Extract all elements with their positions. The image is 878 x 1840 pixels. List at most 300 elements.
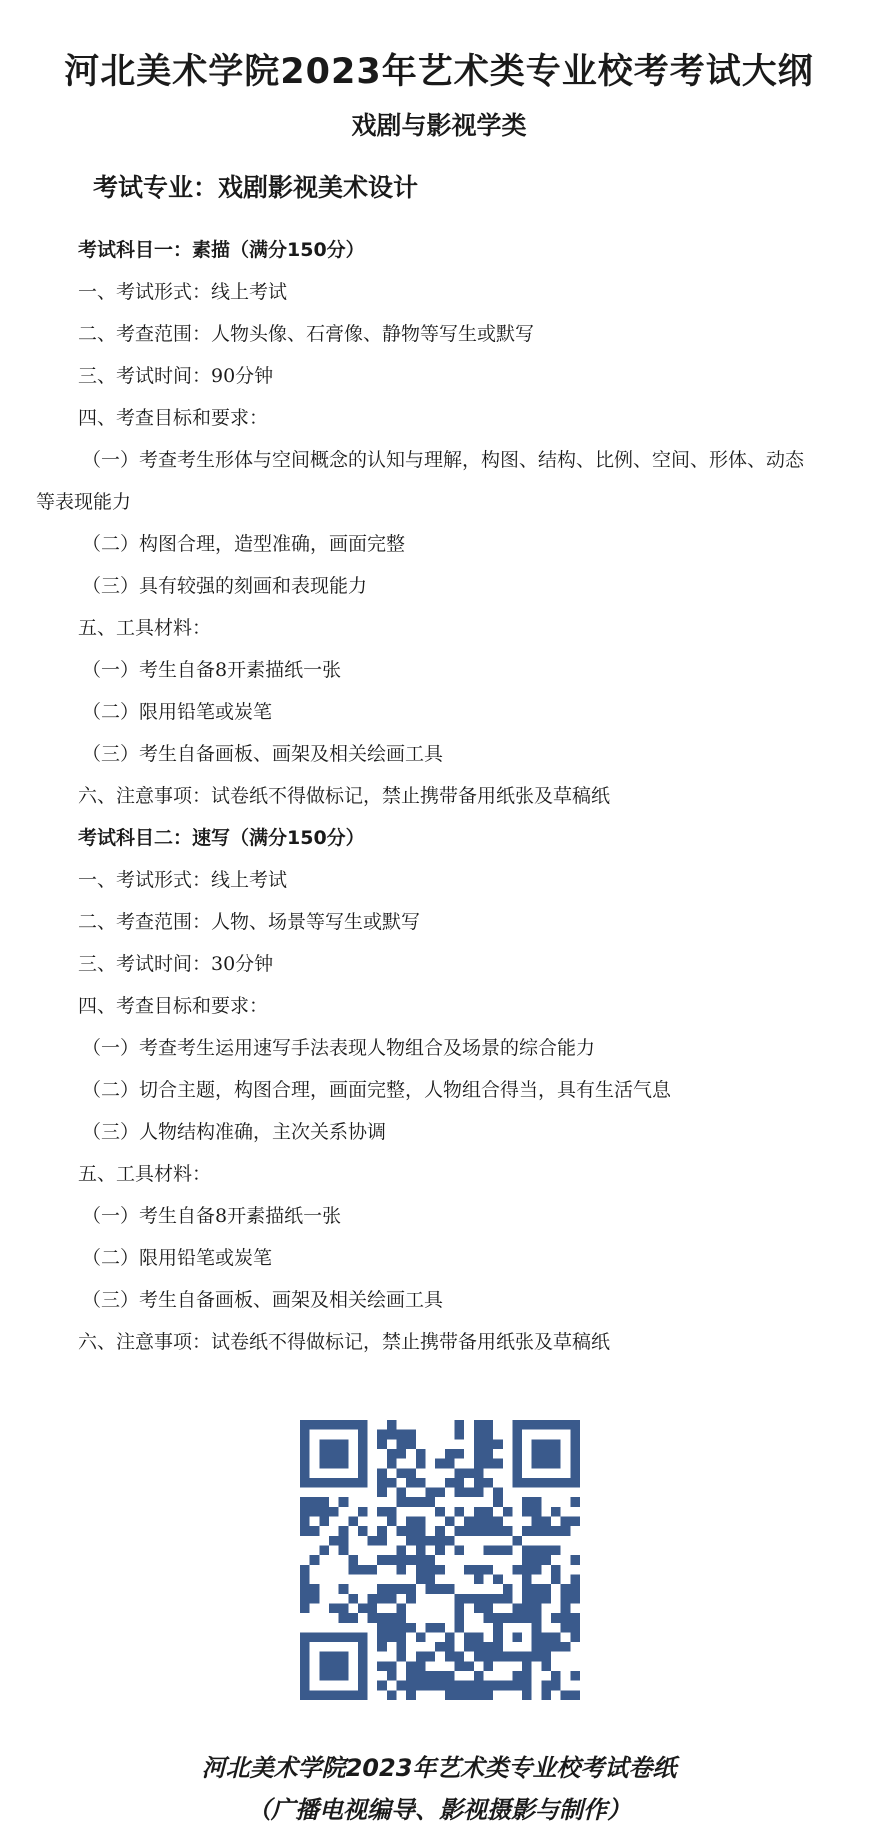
qr-module [397,1681,407,1691]
qr-module [522,1661,532,1671]
qr-module [454,1420,464,1430]
qr-module [522,1690,532,1700]
qr-module [416,1671,426,1681]
qr-module [454,1623,464,1633]
qr-module [570,1613,580,1623]
qr-module [464,1690,474,1700]
qr-module [319,1517,329,1527]
qr-module [483,1594,493,1604]
qr-module [454,1478,464,1488]
qr-module [493,1594,503,1604]
qr-module [445,1536,455,1546]
qr-module [570,1594,580,1604]
qr-module [474,1671,484,1681]
qr-module [368,1565,378,1575]
qr-module [445,1459,455,1469]
qr-module [426,1681,436,1691]
qr-module [377,1468,387,1478]
qr-module [454,1652,464,1662]
qr-module [348,1555,358,1565]
section-heading-sketch: 考试科目一：素描（满分150分） [78,239,365,261]
qr-module [348,1517,358,1527]
qr-module [454,1488,464,1498]
list-item: 六、注意事项：试卷纸不得做标记，禁止携带备用纸张及草稿纸 [78,1331,611,1353]
qr-module [426,1565,436,1575]
qr-module [561,1642,571,1652]
qr-module [397,1468,407,1478]
qr-module [474,1468,484,1478]
qr-module [532,1507,542,1517]
qr-module [416,1555,426,1565]
qr-module [464,1681,474,1691]
qr-module [310,1594,320,1604]
qr-module [377,1623,387,1633]
qr-module [377,1681,387,1691]
qr-module [483,1546,493,1556]
qr-module [541,1555,551,1565]
list-item: （二）切合主题，构图合理，画面完整，人物组合得当，具有生活气息 [82,1079,672,1101]
qr-module [310,1526,320,1536]
qr-module [483,1526,493,1536]
qr-module [445,1690,455,1700]
list-item: 二、考查范围：人物、场景等写生或默写 [78,911,421,933]
qr-module [474,1488,484,1498]
qr-module [551,1632,561,1642]
qr-module [426,1652,436,1662]
qr-module [406,1478,416,1488]
qr-module [329,1507,339,1517]
qr-module [435,1623,445,1633]
qr-module [474,1603,484,1613]
list-item: 六、注意事项：试卷纸不得做标记，禁止携带备用纸张及草稿纸 [78,785,611,807]
qr-module [387,1507,397,1517]
qr-module [339,1497,349,1507]
qr-module [503,1594,513,1604]
qr-module [377,1430,387,1440]
qr-module [368,1613,378,1623]
qr-module [532,1594,542,1604]
qr-module [512,1603,522,1613]
qr-module [300,1584,310,1594]
qr-module [377,1478,387,1488]
list-item: （一）考生自备8开素描纸一张 [82,659,342,681]
qr-module [426,1574,436,1584]
qr-module [445,1478,455,1488]
qr-module [493,1681,503,1691]
qr-module [483,1439,493,1449]
qr-module [397,1439,407,1449]
list-item: 二、考查范围：人物头像、石膏像、静物等写生或默写 [78,323,535,345]
qr-module [310,1555,320,1565]
qr-module [512,1536,522,1546]
qr-module [570,1690,580,1700]
list-item: （二）限用铅笔或炭笔 [82,701,273,723]
qr-module [397,1430,407,1440]
qr-module [483,1681,493,1691]
qr-module [532,1497,542,1507]
qr-module [541,1584,551,1594]
qr-module [406,1468,416,1478]
qr-module [310,1584,320,1594]
qr-module [397,1449,407,1459]
qr-module [570,1584,580,1594]
list-item: （一）考生自备8开素描纸一张 [82,1205,342,1227]
qr-module [541,1690,551,1700]
qr-module [493,1546,503,1556]
qr-module [541,1594,551,1604]
qr-module [387,1478,397,1488]
qr-module [368,1594,378,1604]
qr-module [464,1517,474,1527]
qr-module [474,1632,484,1642]
footer-line-1: 河北美术学院2023年艺术类专业校考试卷纸 [201,1754,677,1782]
qr-module [445,1449,455,1459]
qr-module [435,1459,445,1469]
qr-module [377,1526,387,1536]
qr-module [493,1517,503,1527]
qr-module [532,1565,542,1575]
qr-module [426,1497,436,1507]
qr-module [454,1449,464,1459]
qr-module [541,1681,551,1691]
qr-module [561,1603,571,1613]
qr-module [300,1526,310,1536]
qr-module [377,1536,387,1546]
list-item: 四、考查目标和要求： [78,407,269,429]
qr-module [551,1613,561,1623]
qr-module [416,1449,426,1459]
qr-module [522,1671,532,1681]
qr-code-graphic [300,1420,580,1700]
qr-module [319,1507,329,1517]
qr-module [406,1430,416,1440]
qr-module [387,1449,397,1459]
qr-module [483,1478,493,1488]
qr-module [483,1449,493,1459]
qr-module [387,1690,397,1700]
qr-module [474,1594,484,1604]
qr-module [377,1555,387,1565]
qr-module [397,1603,407,1613]
qr-module [300,1497,310,1507]
qr-module [551,1507,561,1517]
qr-module [406,1536,416,1546]
qr-module [406,1526,416,1536]
qr-module [445,1671,455,1681]
qr-module [445,1632,455,1642]
qr-module [406,1681,416,1691]
qr-module [561,1594,571,1604]
qr-module [397,1632,407,1642]
qr-module [416,1681,426,1691]
list-item: 一、考试形式：线上考试 [78,281,288,303]
qr-module [416,1459,426,1469]
qr-module [570,1497,580,1507]
qr-module [512,1565,522,1575]
qr-module [426,1623,436,1633]
qr-module [435,1565,445,1575]
qr-module [435,1671,445,1681]
qr-module [493,1439,503,1449]
qr-module [387,1517,397,1527]
qr-module [397,1526,407,1536]
qr-module [483,1420,493,1430]
qr-module [348,1565,358,1575]
qr-module [387,1594,397,1604]
qr-module [483,1613,493,1623]
qr-module [464,1661,474,1671]
qr-module [300,1594,310,1604]
qr-module [339,1526,349,1536]
qr-module [406,1690,416,1700]
qr-module [464,1468,474,1478]
qr-module [377,1488,387,1498]
qr-module [426,1555,436,1565]
qr-module [358,1603,368,1613]
qr-module [397,1623,407,1633]
qr-module [493,1497,503,1507]
qr-module [406,1584,416,1594]
qr-module [483,1690,493,1700]
qr-module [503,1584,513,1594]
qr-module [435,1536,445,1546]
qr-module [339,1613,349,1623]
qr-module [474,1681,484,1691]
qr-module [397,1565,407,1575]
qr-module [454,1661,464,1671]
qr-module [397,1584,407,1594]
qr-module [522,1594,532,1604]
qr-module [406,1661,416,1671]
qr-module [561,1690,571,1700]
qr-module [532,1555,542,1565]
qr-module [551,1574,561,1584]
qr-module [377,1507,387,1517]
qr-module [358,1526,368,1536]
qr-module [454,1546,464,1556]
qr-module [397,1497,407,1507]
qr-module [474,1565,484,1575]
qr-module [387,1420,397,1430]
qr-finder-center [319,1439,348,1468]
qr-module [445,1652,455,1662]
qr-module [387,1661,397,1671]
qr-module [329,1536,339,1546]
qr-module [541,1517,551,1527]
qr-module [464,1488,474,1498]
qr-module [397,1555,407,1565]
qr-module [300,1517,310,1527]
qr-module [445,1584,455,1594]
qr-module [416,1497,426,1507]
qr-module [426,1536,436,1546]
qr-module [541,1632,551,1642]
qr-module [406,1517,416,1527]
qr-module [561,1526,571,1536]
list-item: （一）考查考生形体与空间概念的认知与理解，构图、结构、比例、空间、形体、动态 [82,449,805,471]
qr-module [406,1497,416,1507]
qr-module [368,1536,378,1546]
qr-module [503,1507,513,1517]
qr-module [387,1584,397,1594]
qr-module [493,1526,503,1536]
qr-module [561,1613,571,1623]
qr-module [512,1681,522,1691]
qr-module [483,1517,493,1527]
qr-module [426,1671,436,1681]
qr-module [483,1652,493,1662]
list-item: 四、考查目标和要求： [78,995,269,1017]
qr-module [319,1546,329,1556]
qr-module [483,1661,493,1671]
qr-module [541,1652,551,1662]
qr-module [358,1565,368,1575]
qr-module [435,1642,445,1652]
qr-module [387,1671,397,1681]
qr-module [522,1584,532,1594]
qr-module [541,1642,551,1652]
qr-module [503,1526,513,1536]
qr-module [416,1574,426,1584]
qr-module [464,1565,474,1575]
qr-module [397,1613,407,1623]
qr-module [377,1661,387,1671]
qr-module [561,1623,571,1633]
qr-module [570,1555,580,1565]
qr-module [368,1603,378,1613]
qr-module [377,1613,387,1623]
qr-module [329,1603,339,1613]
qr-module [358,1507,368,1517]
qr-module [416,1546,426,1556]
qr-module [339,1546,349,1556]
qr-module [445,1681,455,1691]
list-item-continuation: 等表现能力 [36,491,132,513]
qr-module [522,1497,532,1507]
qr-module [387,1459,397,1469]
qr-module [474,1690,484,1700]
qr-module [522,1574,532,1584]
list-item: 三、考试时间：30分钟 [78,953,274,975]
qr-module [454,1690,464,1700]
qr-module [416,1517,426,1527]
qr-module [387,1430,397,1440]
qr-module [561,1584,571,1594]
qr-module [348,1613,358,1623]
qr-module [416,1526,426,1536]
qr-module [532,1546,542,1556]
document-title: 河北美术学院2023年艺术类专业校考考试大纲 [64,52,814,92]
qr-module [406,1671,416,1681]
qr-module [532,1526,542,1536]
qr-module [522,1681,532,1691]
qr-module [464,1632,474,1642]
qr-module [435,1681,445,1691]
qr-module [464,1594,474,1604]
qr-module [541,1546,551,1556]
qr-module [522,1555,532,1565]
qr-finder-center [319,1652,348,1681]
qr-module [474,1459,484,1469]
qr-module [300,1507,310,1517]
qr-module [426,1488,436,1498]
qr-module [445,1642,455,1652]
qr-module [454,1468,464,1478]
qr-module [339,1536,349,1546]
qr-module [454,1594,464,1604]
qr-align-center [512,1632,522,1642]
qr-module [445,1517,455,1527]
qr-module [493,1488,503,1498]
qr-module [551,1546,561,1556]
document-subtitle: 戏剧与影视学类 [351,111,527,140]
qr-module [493,1459,503,1469]
qr-module [387,1555,397,1565]
qr-module [503,1681,513,1691]
qr-module [474,1517,484,1527]
qr-module [348,1594,358,1604]
qr-module [570,1517,580,1527]
qr-module [483,1642,493,1652]
list-item: （三）考生自备画板、画架及相关绘画工具 [82,743,444,765]
qr-module [474,1478,484,1488]
qr-module [474,1642,484,1652]
qr-module [339,1603,349,1613]
qr-module [522,1565,532,1575]
qr-module [551,1681,561,1691]
qr-module [406,1555,416,1565]
qr-module [464,1642,474,1652]
qr-module [406,1623,416,1633]
qr-module [474,1420,484,1430]
qr-finder-center [532,1439,561,1468]
qr-code-icon[interactable] [300,1420,580,1700]
qr-module [570,1623,580,1633]
list-item: 五、工具材料： [78,617,212,639]
qr-module [532,1584,542,1594]
qr-module [464,1526,474,1536]
qr-module [397,1652,407,1662]
qr-module [377,1594,387,1604]
qr-module [474,1439,484,1449]
qr-module [406,1439,416,1449]
exam-major: 考试专业：戏剧影视美术设计 [93,173,419,202]
qr-module [416,1478,426,1488]
qr-module [377,1439,387,1449]
qr-module [300,1603,310,1613]
list-item: （三）考生自备画板、画架及相关绘画工具 [82,1289,444,1311]
list-item: （二）限用铅笔或炭笔 [82,1247,273,1269]
qr-module [454,1613,464,1623]
qr-module [483,1430,493,1440]
qr-module [483,1459,493,1469]
qr-module [570,1671,580,1681]
qr-module [570,1632,580,1642]
qr-module [416,1652,426,1662]
qr-module [570,1574,580,1584]
qr-module [551,1671,561,1681]
qr-module [551,1565,561,1575]
list-item: （三）具有较强的刻画和表现能力 [82,575,368,597]
qr-module [387,1623,397,1633]
qr-module [416,1661,426,1671]
qr-module [493,1574,503,1584]
list-item: （二）构图合理，造型准确，画面完整 [82,533,406,555]
qr-module [377,1632,387,1642]
footer-line-2: （广播电视编导、影视摄影与制作） [247,1796,631,1824]
qr-module [377,1584,387,1594]
qr-module [416,1632,426,1642]
